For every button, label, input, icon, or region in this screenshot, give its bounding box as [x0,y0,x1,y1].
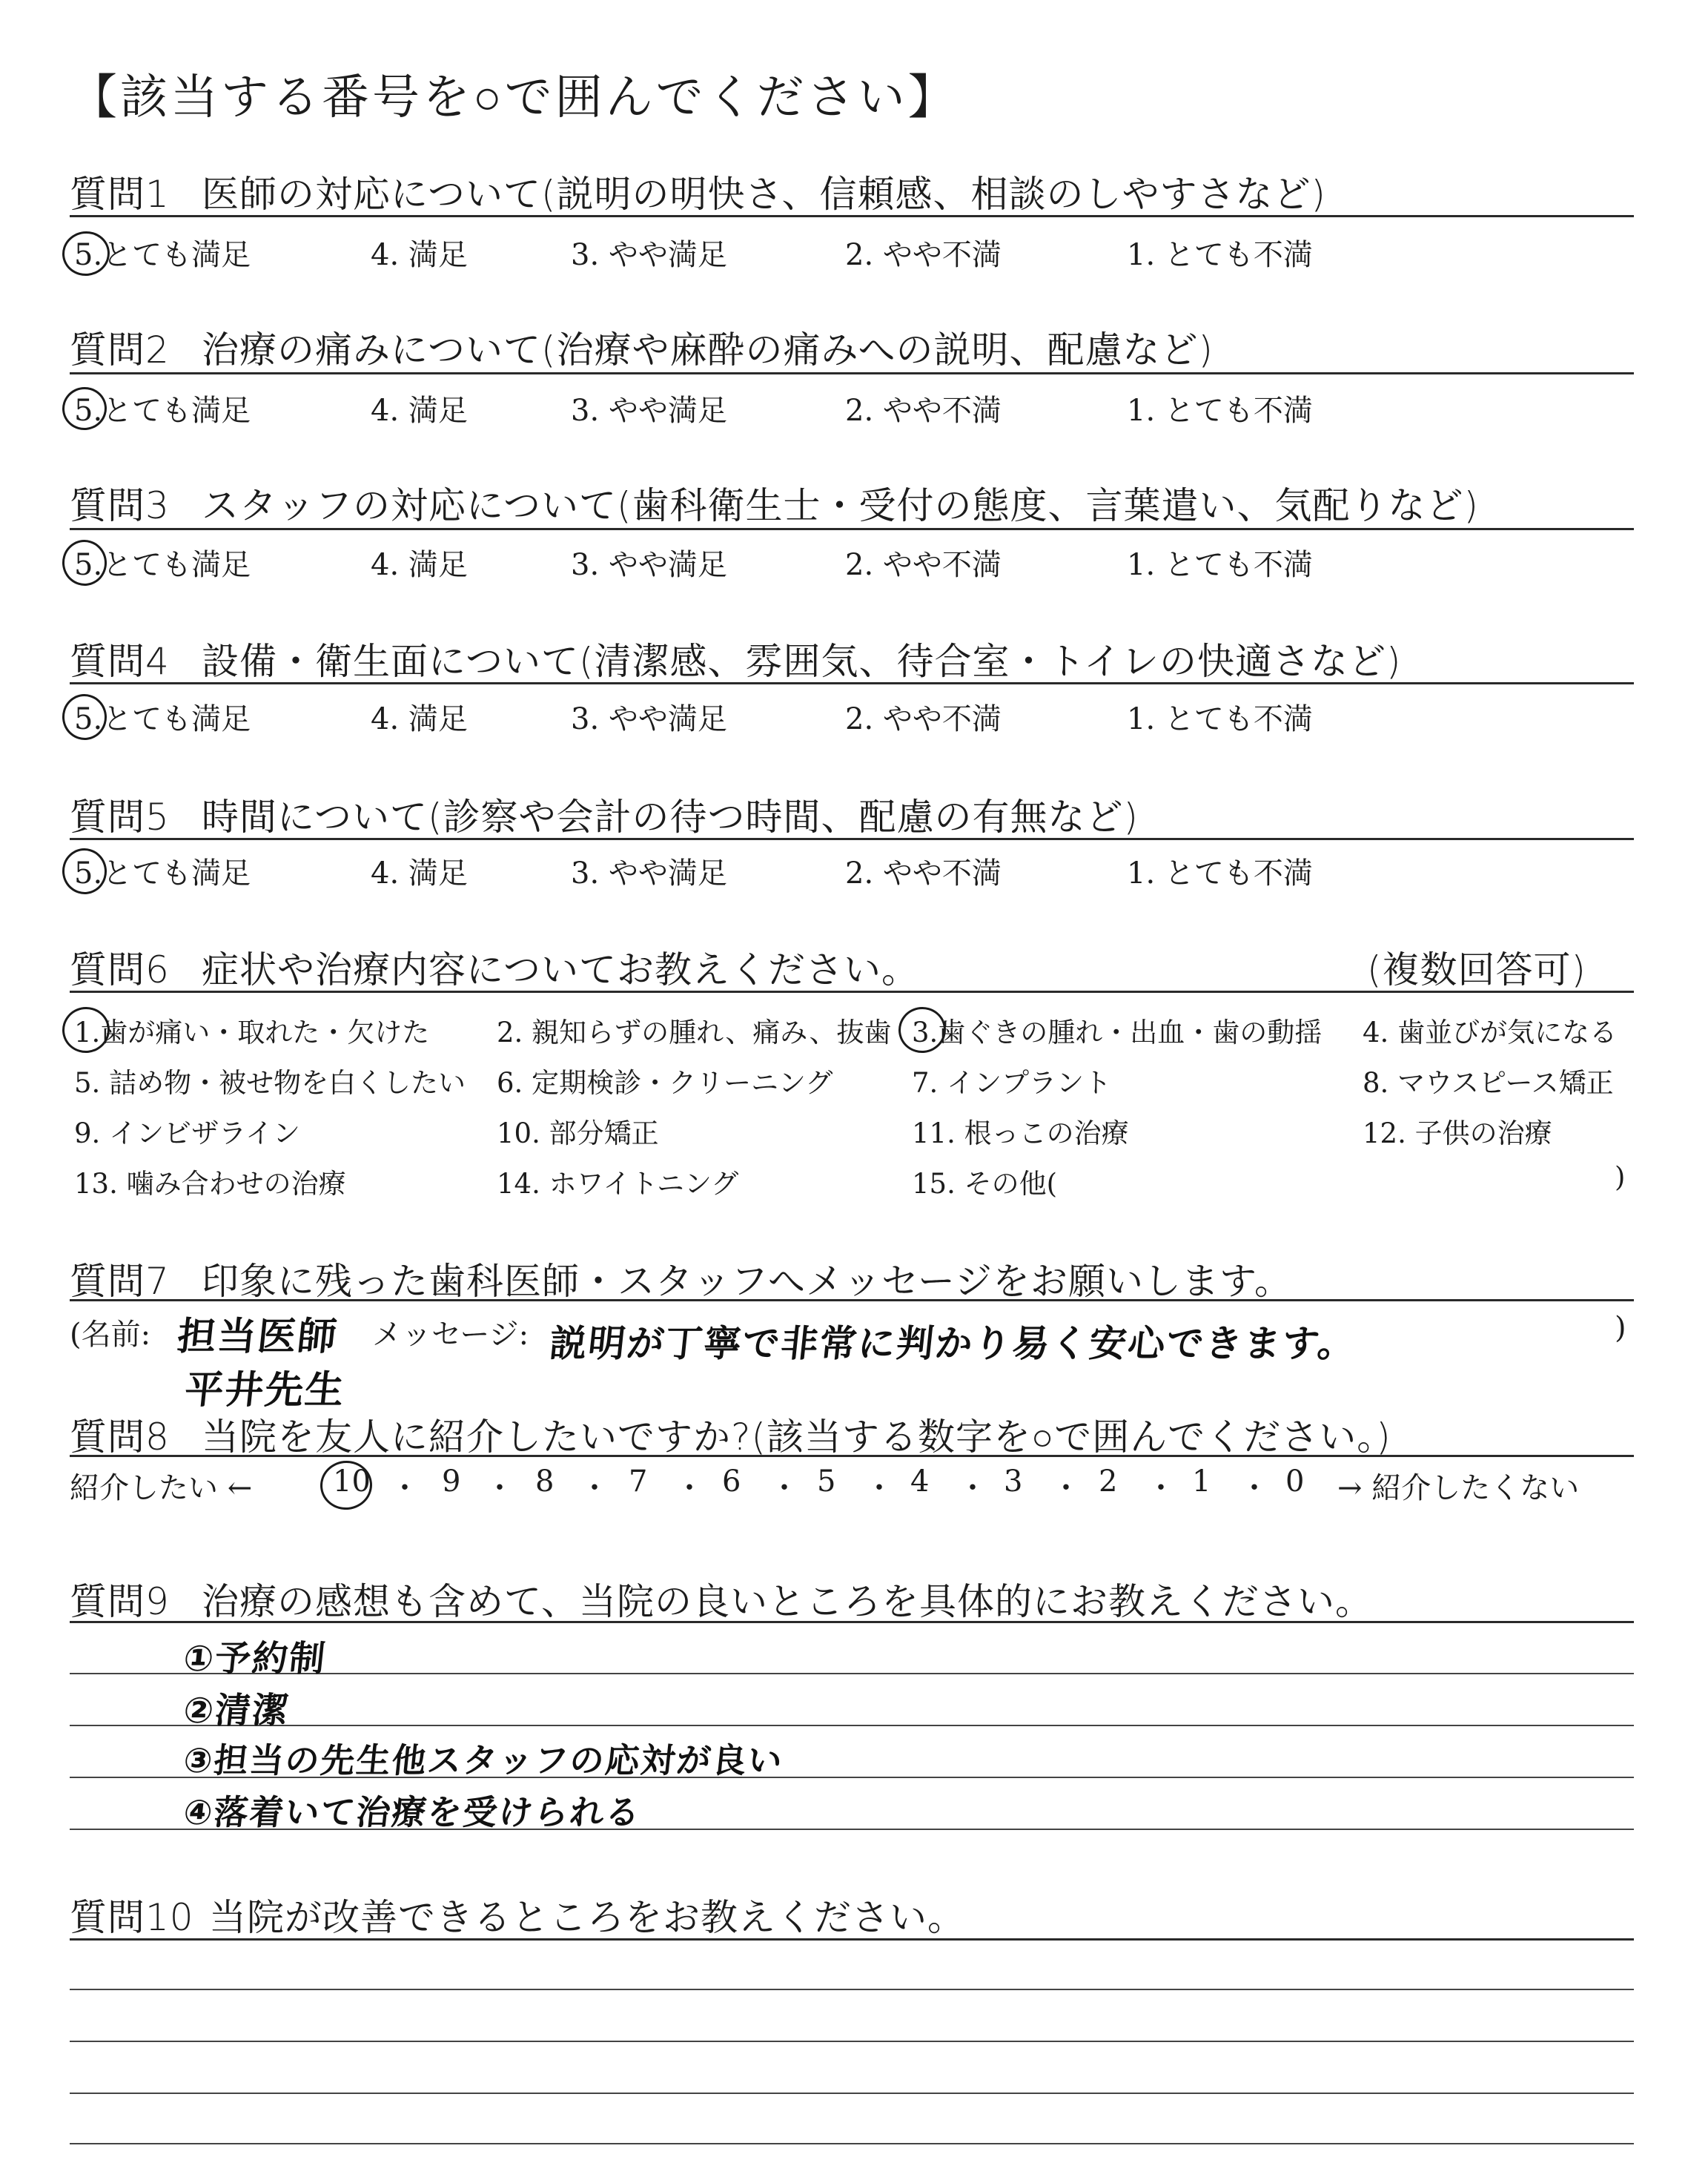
q6-option-10[interactable]: 10. 部分矯正 [497,1117,659,1149]
q6-option-1[interactable]: 1.歯が痛い・取れた・欠けた [74,1017,430,1048]
message-field-label: メッセージ: [372,1318,529,1352]
q5-option-1[interactable]: 1. とても不満 [1127,856,1313,891]
q9-answer-line-2[interactable]: ②清潔 [181,1690,292,1731]
question-number: 質問9 [70,1580,170,1623]
q6-other-close-paren: ) [1615,1161,1626,1193]
q9-answer-line-4[interactable]: ④落着いて治療を受けられる [181,1792,643,1832]
scale-value-1[interactable]: 1 [1192,1464,1211,1499]
q6-option-4[interactable]: 4. 歯並びが気になる [1363,1017,1618,1048]
recommendation-scale [70,1464,1634,1509]
scale-dot: ・ [769,1471,799,1505]
question-text: 医師の対応について(説明の明快さ、信頼感、相談のしやすさなど) [202,173,1327,216]
question-8-title [70,1407,1391,1461]
scale-right-label: → 紹介したくない [1337,1471,1580,1505]
q6-option-14[interactable]: 14. ホワイトニング [497,1168,739,1200]
scale-dot: ・ [1146,1471,1176,1505]
q1-option-4[interactable]: 4. 満足 [371,238,468,272]
question-divider [70,1938,1634,1941]
answer-line[interactable] [70,2143,1634,2144]
scale-value-9[interactable]: 9 [442,1464,461,1499]
question-text: 時間について(診察や会計の待つ時間、配慮の有無など) [202,796,1139,839]
q6-option-5[interactable]: 5. 詰め物・被せ物を白くしたい [74,1067,466,1099]
question-number: 質問7 [70,1260,170,1303]
q1-option-1[interactable]: 1. とても不満 [1127,238,1313,272]
q6-option-9[interactable]: 9. インビザライン [74,1117,300,1149]
answer-line[interactable] [70,2093,1634,2094]
q6-option-7[interactable]: 7. インプラント [912,1067,1112,1099]
q4-option-5[interactable]: 5.とても満足 [74,702,251,736]
scale-dot: ・ [864,1471,894,1505]
question-text: 印象に残った歯科医師・スタッフへメッセージをお願いします。 [202,1260,1292,1303]
q2-option-2[interactable]: 2. やや不満 [845,394,1002,428]
question-1-title [70,165,1326,218]
question-number: 質問1 [70,173,170,216]
scale-value-4[interactable]: 4 [910,1464,930,1499]
name-field-label: (名前: [70,1318,151,1352]
scale-dot: ・ [958,1471,987,1505]
q4-option-1[interactable]: 1. とても不満 [1127,702,1313,736]
q3-option-2[interactable]: 2. やや不満 [845,548,1002,582]
multiple-answer-note: (複数回答可) [1367,948,1587,991]
q6-option-13[interactable]: 13. 噛み合わせの治療 [74,1168,346,1200]
question-number: 質問10 [70,1896,194,1939]
question-3-title [70,476,1479,529]
q1-option-3[interactable]: 3. やや満足 [571,238,727,272]
q5-option-3[interactable]: 3. やや満足 [571,856,727,891]
scale-value-3[interactable]: 3 [1004,1464,1023,1499]
answer-line[interactable] [70,2041,1634,2042]
q6-option-12[interactable]: 12. 子供の治療 [1363,1117,1552,1149]
scale-value-5[interactable]: 5 [817,1464,836,1499]
q3-option-1[interactable]: 1. とても不満 [1127,548,1313,582]
question-divider [70,991,1634,993]
scale-value-7[interactable]: 7 [629,1464,648,1499]
q3-option-3[interactable]: 3. やや満足 [571,548,727,582]
question-10-title [70,1888,965,1941]
question-divider [70,1299,1634,1301]
q2-option-1[interactable]: 1. とても不満 [1127,394,1313,428]
question-number: 質問6 [70,948,170,991]
q5-option-2[interactable]: 2. やや不満 [845,856,1002,891]
q4-option-2[interactable]: 2. やや不満 [845,702,1002,736]
q5-option-4[interactable]: 4. 満足 [371,856,468,891]
q6-option-11[interactable]: 11. 根っこの治療 [912,1117,1129,1149]
q7-close-paren: ) [1615,1311,1626,1345]
question-text: 設備・衛生面について(清潔感、雰囲気、待合室・トイレの快適さなど) [202,640,1402,683]
q2-option-5[interactable]: 5.とても満足 [74,394,251,428]
question-9-title [70,1572,1373,1625]
question-6-title [70,940,1634,994]
question-divider [70,838,1634,840]
message-field-value[interactable]: 説明が丁寧で非常に判かり易く安心できます。 [547,1322,1359,1365]
scale-value-10[interactable]: 10 [333,1464,371,1499]
q9-answer-line-3[interactable]: ③担当の先生他スタッフの応対が良い [181,1740,786,1780]
q4-option-4[interactable]: 4. 満足 [371,702,468,736]
instruction-header: 【該当する番号を○で囲んでください】 [70,70,959,125]
name-field-value-line-1[interactable]: 担当医師 [175,1315,340,1359]
q6-option-8[interactable]: 8. マウスピース矯正 [1363,1067,1614,1099]
scale-dot: ・ [1239,1471,1269,1505]
q2-option-3[interactable]: 3. やや満足 [571,394,727,428]
q5-option-5[interactable]: 5.とても満足 [74,856,251,891]
question-number: 質問4 [70,640,170,683]
question-text: スタッフの対応について(歯科衛生士・受付の態度、言葉遣い、気配りなど) [202,484,1480,527]
scale-dot: ・ [390,1471,420,1505]
q3-option-5[interactable]: 5.とても満足 [74,548,251,582]
question-7-title [70,1252,1292,1305]
question-text: 当院を友人に紹介したいですか?(該当する数字を○で囲んでください。) [202,1416,1391,1459]
question-divider [70,372,1634,374]
question-text: 治療の痛みについて(治療や麻酔の痛みへの説明、配慮など) [202,328,1214,371]
question-divider [70,1455,1634,1457]
name-field-value-line-2[interactable]: 平井先生 [182,1368,348,1413]
scale-value-2[interactable]: 2 [1099,1464,1118,1499]
q6-option-15[interactable]: 15. その他( [912,1168,1058,1200]
question-text: 治療の感想も含めて、当院の良いところを具体的にお教えください。 [202,1580,1373,1623]
q6-option-3[interactable]: 3.歯ぐきの腫れ・出血・歯の動揺 [912,1017,1323,1048]
scale-dot: ・ [580,1471,609,1505]
scale-value-0[interactable]: 0 [1285,1464,1305,1499]
question-5-title [70,787,1139,841]
answer-line [70,1725,1634,1726]
question-text: 当院が改善できるところをお教えください。 [209,1896,965,1939]
scale-dot: ・ [675,1471,704,1505]
q6-option-2[interactable]: 2. 親知らずの腫れ、痛み、抜歯 [497,1017,892,1048]
question-divider [70,215,1634,217]
question-number: 質問5 [70,796,170,839]
answer-line[interactable] [70,1989,1634,1990]
q1-option-2[interactable]: 2. やや不満 [845,238,1002,272]
q6-option-6[interactable]: 6. 定期検診・クリーニング [497,1067,833,1099]
question-divider [70,682,1634,684]
question-2-title [70,320,1214,374]
question-text: 症状や治療内容についてお教えください。 [202,948,919,991]
q4-option-3[interactable]: 3. やや満足 [571,702,727,736]
q9-answer-line-1[interactable]: ①予約制 [181,1638,329,1680]
question-number: 質問3 [70,484,170,527]
scale-value-8[interactable]: 8 [535,1464,555,1499]
question-number: 質問8 [70,1416,170,1459]
scale-left-label: 紹介したい ← [70,1471,253,1505]
scale-value-6[interactable]: 6 [722,1464,741,1499]
question-divider [70,528,1634,530]
scale-dot: ・ [485,1471,514,1505]
question-divider [70,1621,1634,1623]
q2-option-4[interactable]: 4. 満足 [371,394,468,428]
scale-dot: ・ [1051,1471,1081,1505]
q1-option-5[interactable]: 5.とても満足 [74,238,251,272]
question-4-title [70,632,1402,685]
question-number: 質問2 [70,328,170,371]
q3-option-4[interactable]: 4. 満足 [371,548,468,582]
